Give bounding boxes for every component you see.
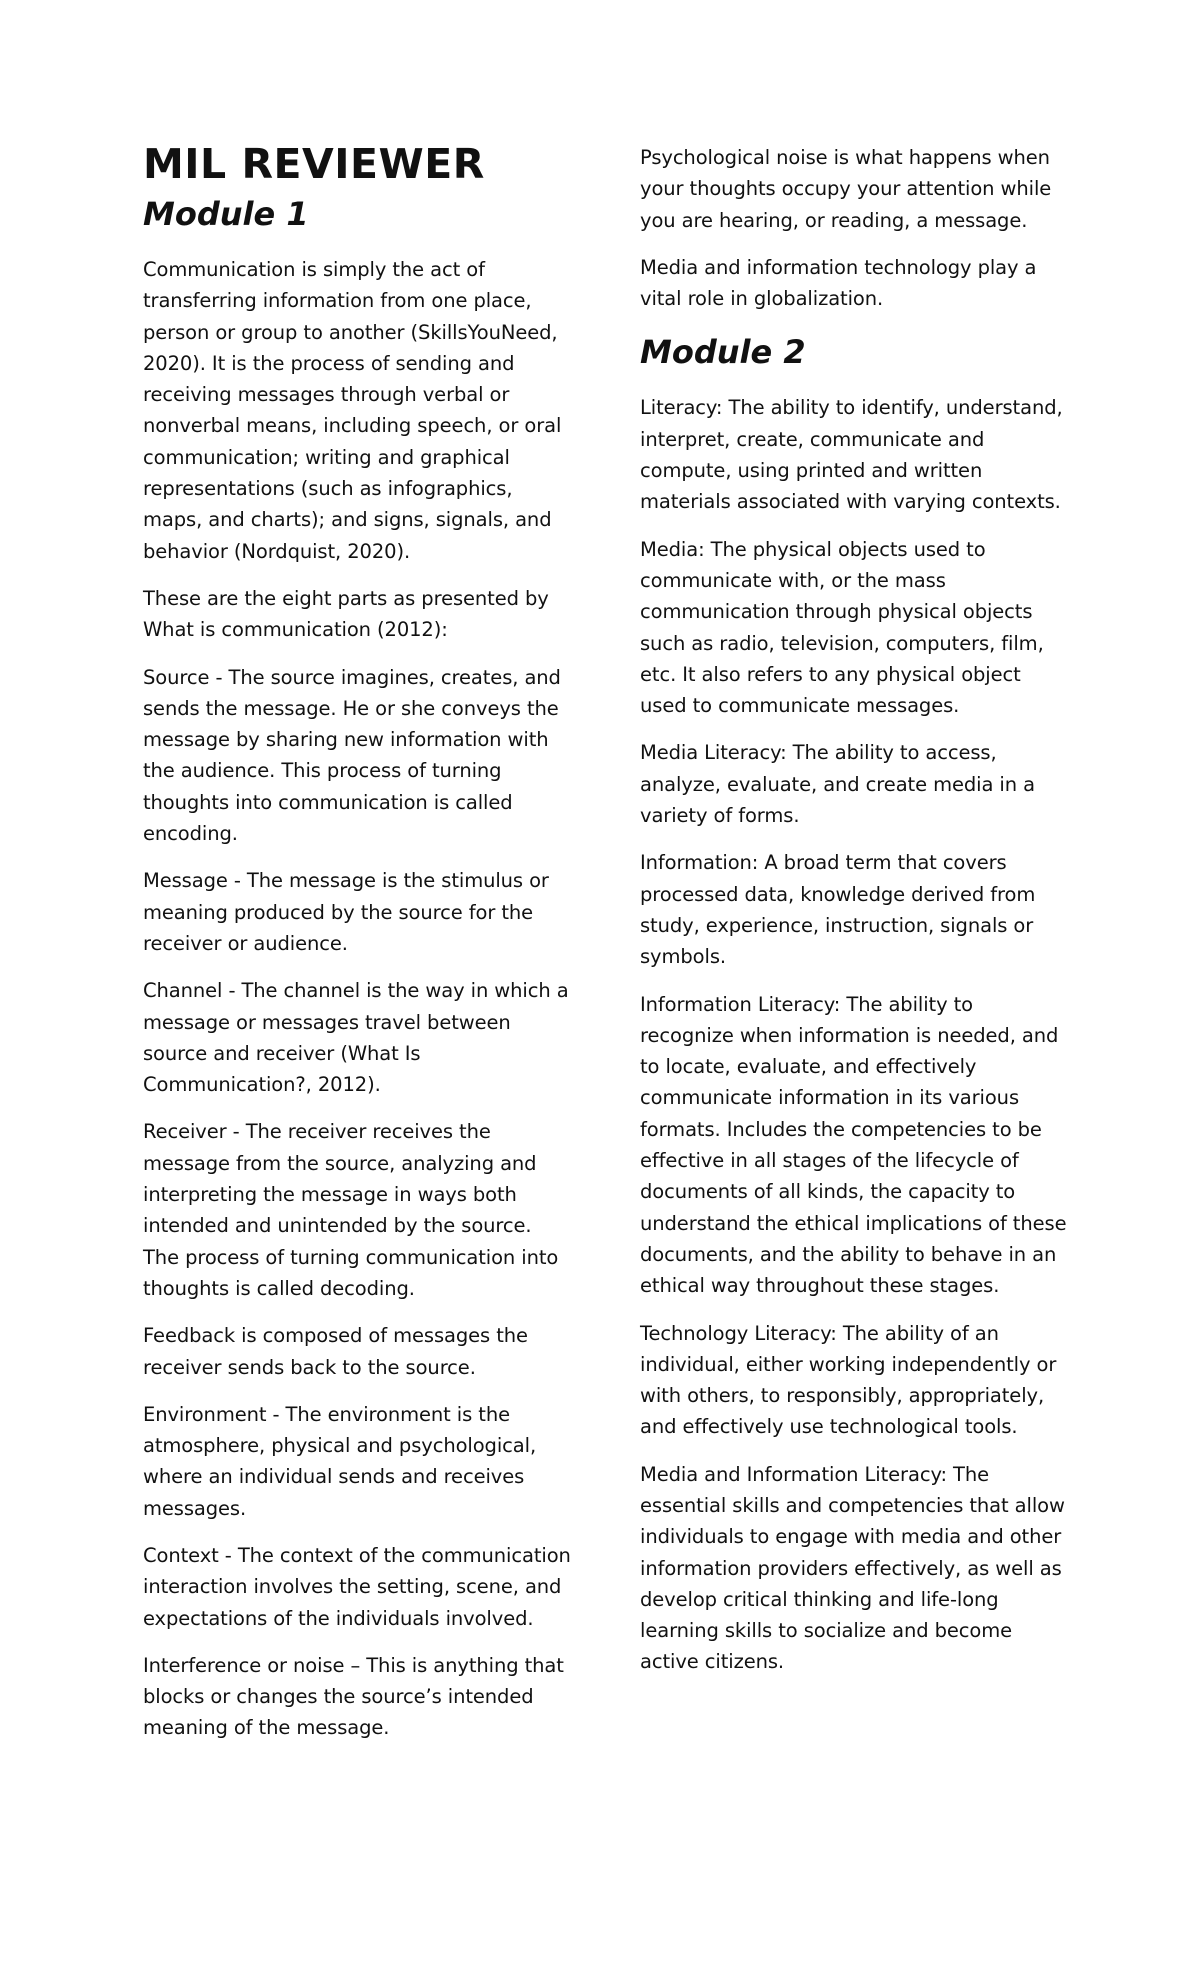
left-column (143, 140, 573, 1760)
module-1-paragraph: Psychological noise is what happens when your thoughts occupy your attention while you are hearing, or reading, a message. (640, 146, 1052, 232)
module-1-paragraph: Context - The context of the communication interaction involves the setting, scene, and expectations of the individuals involved. (143, 1543, 571, 1630)
module-1-paragraph: These are the eight parts as presented by What is communication (2012): (143, 586, 549, 642)
document-title: MIL REVIEWER (143, 140, 485, 188)
module-1-paragraph: Interference or noise – This is anything that blocks or changes the source’s intended meaning of the message. (143, 1653, 564, 1740)
module-2-heading: Module 2 (640, 333, 806, 372)
module-2-paragraph: Literacy: The ability to identify, understand, interpret, create, communicate and compute, using printed and written materials associated with varying contexts. (640, 396, 1063, 514)
module-2-paragraph: Media: The physical objects used to communicate with, or the mass communication through physical objects such as radio, television, computers, film, etc. It also refers to any physical object used to communicate messages. (640, 537, 1044, 718)
module-2-paragraph: Technology Literacy: The ability of an individual, either working independently or with others, to responsibly, appropriately, and effectively use technological tools. (640, 1321, 1057, 1439)
right-column (640, 142, 1070, 1694)
module-1-paragraph: Message - The message is the stimulus or meaning produced by the source for the receiver or audience. (143, 869, 549, 955)
module-2-paragraph: Media Literacy: The ability to access, analyze, evaluate, and create media in a variety of forms. (640, 741, 1035, 828)
module-1-paragraph: Channel - The channel is the way in which a message or messages travel between source and receiver (What Is Communication?, 2012). (143, 979, 569, 1097)
module-1-paragraph: Source - The source imagines, creates, and sends the message. He or she conveys the message by sharing new information with the audience. This process of turning thoughts into communication is called encoding. (143, 665, 561, 846)
module-2-paragraph: Information: A broad term that covers processed data, knowledge derived from study, experience, instruction, signals or symbols. (640, 851, 1036, 969)
module-1-paragraph: Receiver - The receiver receives the message from the source, analyzing and interpreting the message in ways both intended and unintended by the source. The process of turning communication into thoughts is called decoding. (143, 1120, 559, 1300)
module-1-paragraph: Media and information technology play a vital role in globalization. (640, 255, 1037, 311)
module-1-paragraph: Feedback is composed of messages the receiver sends back to the source. (143, 1324, 528, 1379)
module-2-paragraph: Media and Information Literacy: The essential skills and competencies that allow individuals to engage with media and other information providers effectively, as well as develop critical thinking and life-long learning skills to socialize and become active citizens. (640, 1462, 1065, 1674)
module-1-paragraph: Environment - The environment is the atmosphere, physical and psychological, where an individual sends and receives messages. (143, 1402, 537, 1520)
module-1-paragraph: Communication is simply the act of transferring information from one place, person or group to another (SkillsYouNeed, 2020). It is the process of sending and receiving messages through verbal or nonverbal means, including speech, or oral communication; writing and graphical representations (such as infographics, maps, and charts); and signs, signals, and behavior (Nordquist, 2020). (143, 258, 562, 563)
module-1-heading: Module 1 (143, 195, 309, 233)
module-2-paragraph: Information Literacy: The ability to recognize when information is needed, and to locate, evaluate, and effectively communicate information in its various formats. Includes the competencies to be effective in all stages of the lifecycle of documents of all kinds, the capacity to understand the ethical implications of these documents, and the ability to behave in an ethical way throughout these stages. (640, 992, 1067, 1298)
